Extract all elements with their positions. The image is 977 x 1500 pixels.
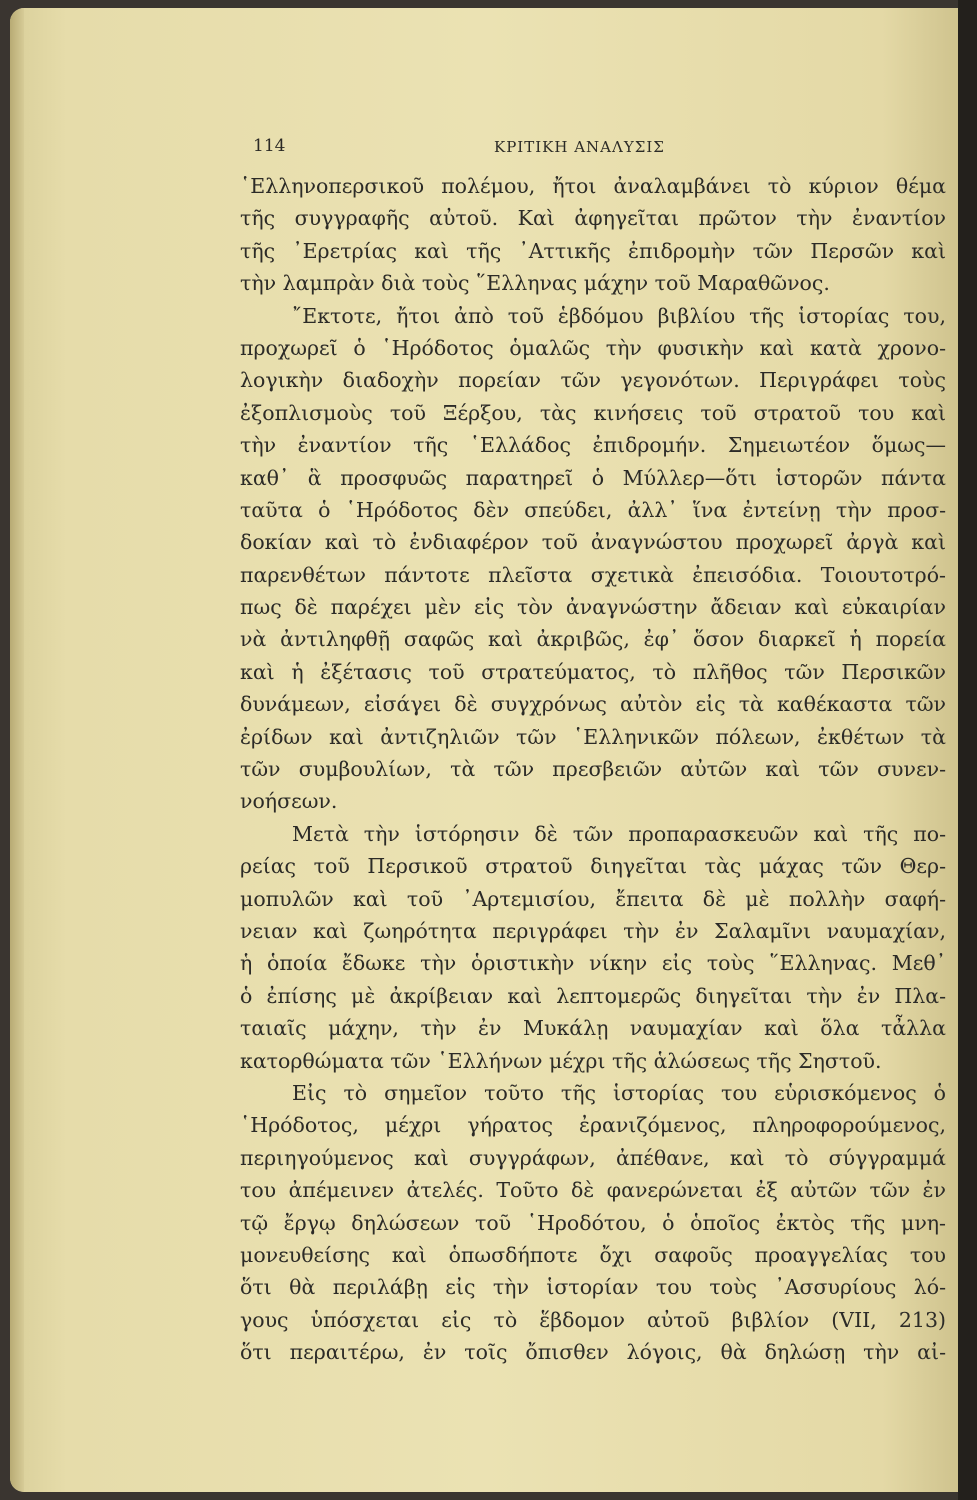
text-line: παρενθέτων πάντοτε πλεῖστα σχετικὰ ἐπεισόδια. Τοιουτοτρό- [240, 562, 946, 587]
text-line: μοπυλῶν καὶ τοῦ ᾿Αρτεμισίου, ἔπειτα δὲ μὲ πολλὴν σαφή- [240, 886, 946, 911]
text-line: τῷ ἔργῳ δηλώσεων τοῦ ῾Ηροδότου, ὁ ὁποῖος ἐκτὸς τῆς μνη- [240, 1210, 946, 1235]
text-line: καὶ ἡ ἐξέτασις τοῦ στρατεύματος, τὸ πλῆθος τῶν Περσικῶν [240, 659, 946, 684]
text-line: Εἰς τὸ σημεῖον τοῦτο τῆς ἱστορίας του εὑρισκόμενος ὁ [292, 1080, 946, 1105]
text-line: του ἀπέμεινεν ἀτελές. Τοῦτο δὲ φανερώνεται ἐξ αὐτῶν τῶν ἐν [240, 1178, 946, 1203]
text-line: ὅτι περαιτέρω, ἐν τοῖς ὄπισθεν λόγοις, θὰ δηλώσῃ τὴν αἰ- [240, 1340, 946, 1365]
text-line: ταιαῖς μάχην, τὴν ἐν Μυκάλῃ ναυμαχίαν καὶ ὅλα τἆλλα [240, 1016, 946, 1041]
text-line: ῾Ηρόδοτος, μέχρι γήρατος ἐρανιζόμενος, πληροφορούμενος, [240, 1113, 946, 1138]
text-line: δυνάμεων, εἰσάγει δὲ συγχρόνως αὐτὸν εἰς τὰ καθέκαστα τῶν [240, 692, 946, 717]
book-page [10, 8, 958, 1492]
text-line: μονευθείσης καὶ ὁπωσδήποτε ὄχι σαφοῦς προαγγελίας του [240, 1242, 946, 1267]
book-binding [958, 0, 977, 1500]
text-line: τῆς ᾿Ερετρίας καὶ τῆς ᾿Αττικῆς ἐπιδρομὴν τῶν Περσῶν καὶ [240, 238, 946, 263]
text-line: καθ᾿ ἃ προσφυῶς παρατηρεῖ ὁ Μύλλερ—ὅτι ἱστορῶν πάντα [240, 465, 946, 490]
text-line: τῆς συγγραφῆς αὐτοῦ. Καὶ ἀφηγεῖται πρῶτον τὴν ἐναντίον [240, 206, 946, 231]
text-line: λογικὴν διαδοχὴν πορείαν τῶν γεγονότων. Περιγράφει τοὺς [240, 368, 946, 393]
text-line: ὅτι θὰ περιλάβῃ εἰς τὴν ἱστορίαν του τοὺς ᾿Ασσυρίους λό- [240, 1275, 946, 1300]
text-line: τὴν ἐναντίον τῆς ῾Ελλάδος ἐπιδρομήν. Σημειωτέον ὅμως— [240, 433, 946, 458]
text-line: ἡ ὁποία ἔδωκε τὴν ὁριστικὴν νίκην εἰς τοὺς ῞Ελληνας. Μεθ᾿ [240, 951, 946, 976]
text-line: ῾Ελληνοπερσικοῦ πολέμου, ἤτοι ἀναλαμβάνει τὸ κύριον θέμα [240, 174, 946, 198]
text-line: ἐρίδων καὶ ἀντιζηλιῶν τῶν ῾Ελληνικῶν πόλεων, ἐκθέτων τὰ [240, 724, 946, 749]
text-line: προχωρεῖ ὁ ῾Ηρόδοτος ὁμαλῶς τὴν φυσικὴν καὶ κατὰ χρονο- [240, 335, 946, 360]
text-line: περιηγούμενος καὶ συγγράφων, ἀπέθανε, καὶ τὸ σύγγραμμά [240, 1145, 946, 1170]
text-line: νὰ ἀντιληφθῇ σαφῶς καὶ ἀκριβῶς, ἐφ᾿ ὅσον διαρκεῖ ἡ πορεία [240, 627, 946, 652]
page-number: 114 [253, 136, 286, 156]
text-line: ἐξοπλισμοὺς τοῦ Ξέρξου, τὰς κινήσεις τοῦ στρατοῦ του καὶ [240, 400, 946, 425]
text-line: νοήσεων. [240, 789, 338, 814]
text-line: γους ὑπόσχεται εἰς τὸ ἕβδομον αὐτοῦ βιβλίον (VII, 213) [240, 1307, 946, 1332]
text-line: κατορθώματα τῶν ῾Ελλήνων μέχρι τῆς ἁλώσεως τῆς Σηστοῦ. [240, 1048, 882, 1073]
text-line: πως δὲ παρέχει μὲν εἰς τὸν ἀναγνώστην ἄδειαν καὶ εὐκαιρίαν [240, 595, 946, 620]
text-line: ῎Εκτοτε, ἤτοι ἀπὸ τοῦ ἑβδόμου βιβλίου τῆς ἱστορίας του, [292, 303, 946, 328]
page-edge [10, 8, 24, 1492]
text-line: ταῦτα ὁ ῾Ηρόδοτος δὲν σπεύδει, ἀλλ᾿ ἵνα ἐντείνῃ τὴν προσ- [240, 497, 946, 522]
text-line: τὴν λαμπρὰν διὰ τοὺς ῞Ελληνας μάχην τοῦ Μαραθῶνος. [240, 271, 830, 296]
text-line: νειαν καὶ ζωηρότητα περιγράφει τὴν ἐν Σαλαμῖνι ναυμαχίαν, [240, 918, 946, 943]
page-header [253, 136, 943, 160]
text-line: τῶν συμβουλίων, τὰ τῶν πρεσβειῶν αὐτῶν καὶ τῶν συνεν- [240, 757, 946, 782]
text-line: δοκίαν καὶ τὸ ἐνδιαφέρον τοῦ ἀναγνώστου προχωρεῖ ἀργὰ καὶ [240, 530, 946, 555]
text-line: Μετὰ τὴν ἱστόρησιν δὲ τῶν προπαρασκευῶν καὶ τῆς πο- [292, 821, 946, 846]
running-head: ΚΡΙΤΙΚΗ ΑΝΑΛΥΣΙΣ [494, 138, 665, 156]
text-line: ρείας τοῦ Περσικοῦ στρατοῦ διηγεῖται τὰς μάχας τῶν Θερ- [240, 854, 946, 879]
text-line: ὁ ἐπίσης μὲ ἀκρίβειαν καὶ λεπτομερῶς διηγεῖται τὴν ἐν Πλα- [240, 983, 946, 1008]
body-text [240, 170, 946, 1368]
